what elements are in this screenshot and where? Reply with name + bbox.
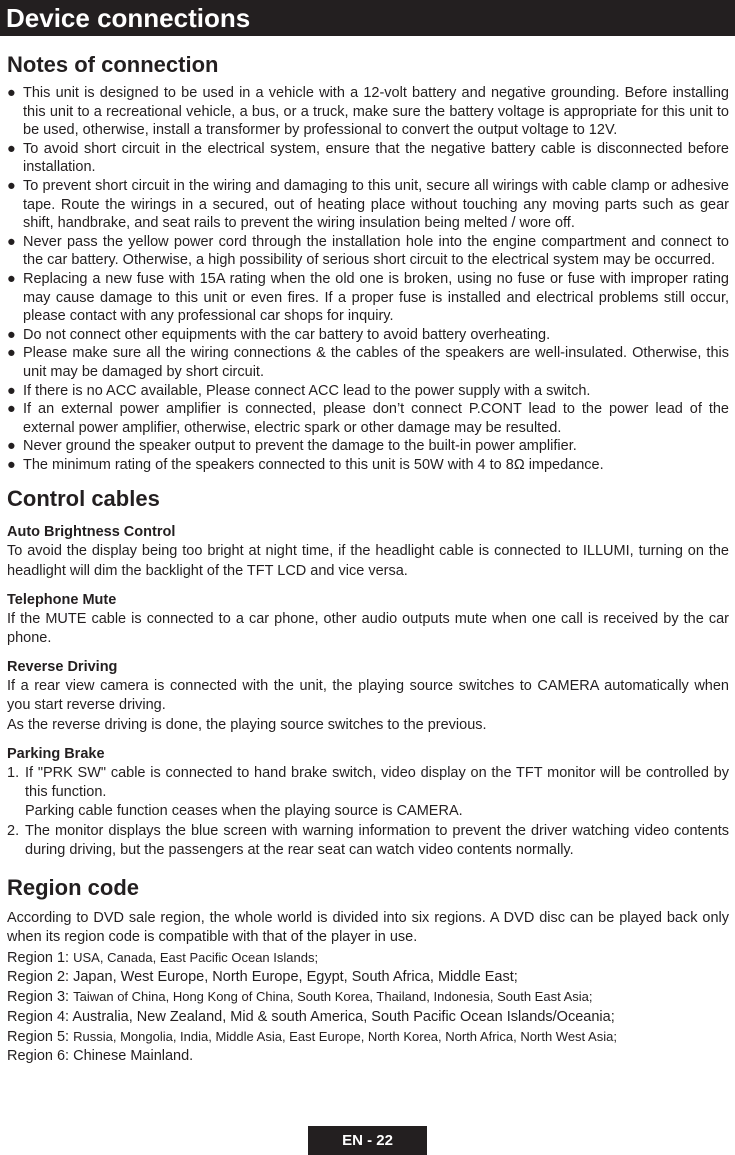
step-number: 2. xyxy=(7,822,20,839)
bullet-icon: ● xyxy=(7,177,16,194)
control-cables-section xyxy=(7,486,729,860)
list-item: ● The minimum rating of the speakers connected to this unit is 50W with 4 to 8Ω impedance. xyxy=(7,456,604,473)
parking-brake-list xyxy=(7,764,729,861)
region-line: Region 5: Russia, Mongolia, India, Middle Asia, East Europe, North Korea, North Africa, North West Asia; xyxy=(7,1029,617,1046)
list-item: 1. If "PRK SW" cable is connected to hand brake switch, video display on the TFT monitor will be controlled by this function. Parking cable function ceases when the playing source is CAMERA. xyxy=(7,764,729,820)
list-item: ● Never pass the yellow power cord through the installation hole into the engine compartment and connect to the car battery. Otherwise, a high possibility of serious short circuit to the electrical system may be occurred. xyxy=(7,233,729,269)
step-number: 1. xyxy=(7,764,20,781)
bullet-icon: ● xyxy=(7,270,16,287)
telephone-mute-text: If the MUTE cable is connected to a car phone, other audio outputs mute when one call is received by the car phone. xyxy=(7,610,729,647)
telephone-mute-block xyxy=(7,590,729,649)
bullet-icon: ● xyxy=(7,233,16,250)
auto-brightness-title: Auto Brightness Control xyxy=(7,524,176,541)
bullet-icon: ● xyxy=(7,456,16,473)
region-line: Region 2: Japan, West Europe, North Europe, Egypt, South Africa, Middle East; xyxy=(7,969,518,986)
region-line: Region 3: Taiwan of China, Hong Kong of China, South Korea, Thailand, Indonesia, South East Asia; xyxy=(7,989,593,1006)
region-line: Region 4: Australia, New Zealand, Mid & south America, South Pacific Ocean Islands/Oceania; xyxy=(7,1008,615,1025)
list-item: ● Please make sure all the wiring connections & the cables of the speakers are well-insulated. Otherwise, this unit may be damaged by short circuit. xyxy=(7,345,729,380)
bullet-icon: ● xyxy=(7,85,16,101)
reverse-driving-text-2: As the reverse driving is done, the playing source switches to the previous. xyxy=(7,717,487,734)
list-item: ● Never ground the speaker output to prevent the damage to the built-in power amplifier. xyxy=(7,438,577,455)
bullet-icon: ● xyxy=(7,140,16,157)
parking-cable-note: Parking cable function ceases when the playing source is CAMERA. xyxy=(25,803,463,820)
list-item: ● Do not connect other equipments with the car battery to avoid battery overheating. xyxy=(7,326,551,343)
bullet-icon: ● xyxy=(7,382,16,399)
reverse-driving-text: If a rear view camera is connected with the unit, the playing source switches to CAMERA automatically when you start reverse driving. xyxy=(7,677,729,714)
auto-brightness-text: To avoid the display being too bright at night time, if the headlight cable is connected to ILLUMI, turning on the headlight will dim the backlight of the TFT LCD and vice versa. xyxy=(7,543,729,580)
list-item: ● To prevent short circuit in the wiring and damaging to this unit, secure all wirings with cable clamp or adhesive tape. Route the wirings in a secured, out of heating place without touching any moving parts such as gear shift, handbrake, and seat rails to prevent the wiring insulation being melted / wore off. xyxy=(7,177,729,232)
bullet-icon: ● xyxy=(7,345,16,362)
page-header xyxy=(0,0,735,36)
region-line: Region 1: USA, Canada, East Pacific Ocean Islands; xyxy=(7,949,319,966)
bullet-icon: ● xyxy=(7,401,16,418)
region-intro-text: According to DVD sale region, the whole world is divided into six regions. A DVD disc can be played back only when its region code is compatible with that of the player in use. xyxy=(7,909,729,946)
bullet-icon: ● xyxy=(7,326,16,343)
list-item: ● If an external power amplifier is connected, please don’t connect P.CONT lead to the power lead of the external power amplifier, otherwise, electric spark or other damage may be resulted. xyxy=(7,401,729,436)
region-code-heading: Region code xyxy=(7,874,140,900)
list-item: ● If there is no ACC available, Please connect ACC lead to the power supply with a switch. xyxy=(7,382,591,399)
list-item: ● This unit is designed to be used in a vehicle with a 12-volt battery and negative grounding. Before installing this unit to a recreational vehicle, a bus, or a truck, make sure the battery voltage is appropriate for this unit to be used, otherwise, install a transformer by professional to convert the output voltage to 12V. xyxy=(7,85,729,139)
auto-brightness-block xyxy=(7,522,729,581)
list-item: 2. The monitor displays the blue screen with warning information to prevent the driver watching video contents during driving, but the passengers at the rear seat can watch video contents normally. xyxy=(7,822,729,859)
list-item: ● Replacing a new fuse with 15A rating when the old one is broken, using no fuse or fuse with improper rating may cause damage to this unit or even fires. If a proper fuse is installed and electrical problems still occur, please contact with any professional car shops for inquiry. xyxy=(7,270,729,325)
page-content xyxy=(7,52,729,1067)
reverse-driving-block xyxy=(7,657,729,736)
parking-brake-block xyxy=(7,744,729,861)
region-code-section xyxy=(7,875,729,1067)
notes-heading: Notes of connection xyxy=(7,52,219,77)
page-number: EN - 22 xyxy=(342,1132,393,1149)
bullet-icon: ● xyxy=(7,438,16,455)
page-number-badge xyxy=(308,1126,427,1155)
control-cables-heading: Control cables xyxy=(7,486,160,512)
reverse-driving-title: Reverse Driving xyxy=(7,658,118,675)
notes-list xyxy=(7,84,729,474)
region-line: Region 6: Chinese Mainland. xyxy=(7,1048,194,1065)
notes-section xyxy=(7,52,729,474)
list-item: ● To avoid short circuit in the electrical system, ensure that the negative battery cable is disconnected before installation. xyxy=(7,140,729,176)
telephone-mute-title: Telephone Mute xyxy=(7,591,117,608)
page-title: Device connections xyxy=(6,3,251,33)
parking-brake-title: Parking Brake xyxy=(7,745,105,762)
